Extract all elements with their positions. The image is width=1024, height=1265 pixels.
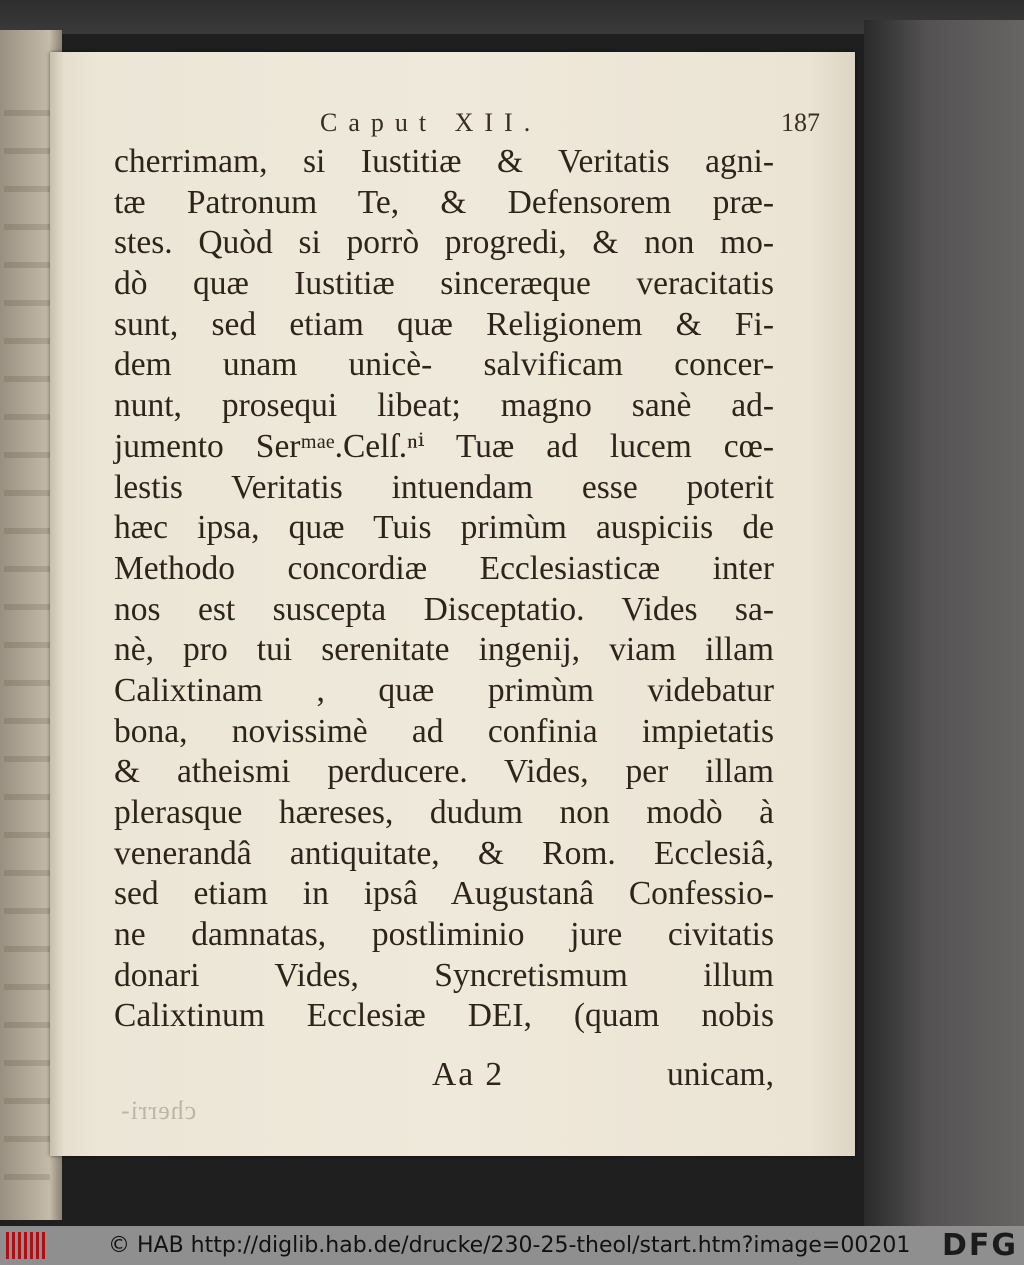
text-line: sed etiam in ipsâ Augustanâ Confessio- [114,875,774,913]
text-line: sunt, sed etiam quæ Religionem & Fi- [114,305,774,343]
book-page [50,52,855,1156]
body-text [114,142,774,1037]
catchline [114,1056,774,1098]
page-number: 187 [781,108,820,137]
hab-logo-icon [6,1232,46,1259]
signature-mark: Aa 2 [432,1056,505,1093]
text-line: lestis Veritatis intuendam esse poterit [114,468,774,506]
text-line: tæ Patronum Te, & Defensorem præ- [114,183,774,221]
text-line: dò quæ Iustitiæ sinceræque veracitatis [114,265,774,303]
dfg-logo: DFG [941,1228,1018,1263]
text-line: Calixtinam , quæ primùm videbatur [114,671,774,709]
text-line: Calixtinum Ecclesiæ DEI, (quam nobis [114,997,774,1035]
text-line: plerasque hæreses, dudum non modò à [114,794,774,831]
text-line: donari Vides, Syncretismum illum [114,956,774,994]
text-line: stes. Quòd si porrò progredi, & non mo- [114,224,774,262]
text-line: bona, novissimè ad confinia impietatis [114,712,774,750]
copyright-link[interactable]: © HAB http://diglib.hab.de/drucke/230-25-theol/start.htm?image=00201 [108,1233,911,1258]
text-line: venerandâ antiquitate, & Rom. Ecclesiâ, [114,834,774,872]
text-line: nos est suscepta Disceptatio. Vides sa- [114,590,774,628]
show-through-text: cherri- [120,1096,197,1125]
catchword: unicam, [667,1056,774,1093]
running-title: Caput XII. [320,108,542,137]
text-line: ne damnatas, postliminio jure civitatis [114,916,774,954]
viewer-footer [0,1226,1024,1265]
text-line: cherrimam, si Iustitiæ & Veritatis agni- [114,143,774,180]
facing-page-text-traces [4,110,50,1210]
text-line: nunt, prosequi libeat; magno sanè ad- [114,387,774,425]
text-line: Methodo concordiæ Ecclesiasticæ inter [114,549,774,587]
text-line: & atheismi perducere. Vides, per illam [114,753,774,791]
text-line: nè, pro tui serenitate ingenij, viam illam [114,631,774,669]
scan-right-background [864,20,1024,1226]
page-gutter-shadow [50,52,64,1156]
text-line: jumento Serᵐᵃᵉ.Celſ.ⁿⁱ Tuæ ad lucem cœ- [114,427,774,465]
text-line: hæc ipsa, quæ Tuis primùm auspiciis de [114,509,774,547]
text-line: dem unam unicè- salvificam concer- [114,346,774,384]
